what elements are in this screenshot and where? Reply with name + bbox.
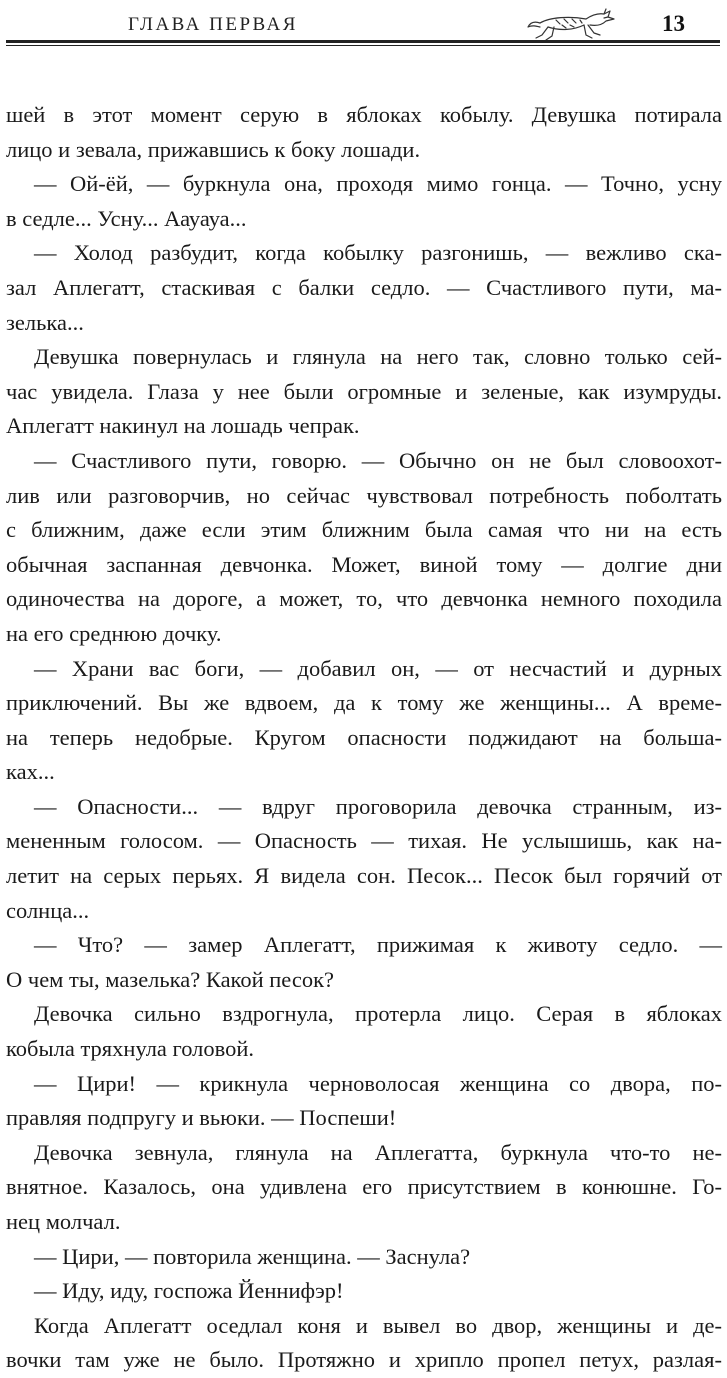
text-line: летит на серых перьях. Я видела сон. Песок... Песок был горячий от <box>6 863 722 889</box>
text-line: Когда Аплегатт оседлал коня и вывел во двор, женщины и де- <box>34 1312 722 1338</box>
text-line: — Счастливого пути, говорю. — Обычно он не был словоохот- <box>34 447 722 473</box>
text-line: на теперь недобрые. Кругом опасности поджидают на большa- <box>6 724 722 750</box>
text-line: нец молчал. <box>6 1209 121 1234</box>
text-line: — Иду, иду, госпожа Йеннифэр! <box>34 1278 344 1304</box>
text-line: Аплегатт накинул на лошадь чепрак. <box>6 413 360 439</box>
text-line: Девочка зевнула, глянула на Аплегатта, буркнула что-то не- <box>34 1139 722 1165</box>
header-rule <box>6 40 720 43</box>
text-line: — Цири! — крикнула черноволосая женщина со двора, по- <box>34 1070 722 1096</box>
text-line: лив или разговорчив, но сейчас чувствовал потребность поболтать <box>6 482 722 508</box>
text-line: внятное. Казалось, она удивлена его присутствием в конюшне. Го- <box>6 1174 722 1200</box>
header-rule-thin <box>6 45 720 46</box>
running-header <box>6 0 720 50</box>
text-line: — Цири, — повторила женщина. — Заснула? <box>34 1243 471 1269</box>
text-line: — Храни вас боги, — добавил он, — от несчастий и дурных <box>34 655 722 681</box>
wolf-emblem-icon <box>526 5 618 43</box>
text-line: зал Аплегатт, стаскивая с балки седло. — Счастливого пути, ма- <box>6 274 722 300</box>
text-line: ках... <box>6 759 55 785</box>
text-line: кобыла тряхнула головой. <box>6 1036 255 1062</box>
text-line: приключений. Вы же вдвоем, да к тому же женщины... А време- <box>6 690 722 716</box>
text-line: Девочка сильно вздрогнула, протерла лицо. Серая в яблоках <box>34 1001 722 1027</box>
text-line: мененным голосом. — Опасность — тихая. Не услышишь, как на- <box>6 828 722 854</box>
text-line: час увидела. Глаза у нее были огромные и зеленые, как изумруды. <box>6 378 722 404</box>
text-line: О чем ты, мазелька? Какой песок? <box>6 966 335 992</box>
text-line: — Холод разбудит, когда кобылку разгонишь, — вежливо ска- <box>34 240 722 266</box>
text-line: Девушка повернулась и глянула на него так, словно только сей- <box>34 344 722 370</box>
text-line: — Ой-ёй, — буркнула она, проходя мимо гонца. — Точно, усну <box>34 171 722 197</box>
chapter-title: ГЛАВА ПЕРВАЯ <box>128 14 298 35</box>
text-line: лицо и зевала, прижавшись к боку лошади. <box>6 136 421 162</box>
text-line: солнца... <box>6 897 90 923</box>
text-line: вочки там уже не было. Протяжно и хрипло пропел петух, разлая- <box>6 1347 722 1373</box>
text-line: зелька... <box>6 309 84 335</box>
text-line: — Опасности... — вдруг проговорила девочка странным, из- <box>34 793 722 819</box>
text-line: в седле... Усну... Аауауа... <box>6 205 247 231</box>
text-line: — Что? — замер Аплегатт, прижимая к животу седло. — <box>34 932 722 958</box>
text-line: правляя подпругу и вьюки. — Поспеши! <box>6 1105 397 1131</box>
text-line: с ближним, даже если этим ближним была самая что ни на есть <box>6 517 722 543</box>
text-line: шей в этот момент серую в яблоках кобылу. Девушка потирала <box>6 102 722 127</box>
text-line: на его среднюю дочку. <box>6 620 222 646</box>
body-text <box>6 98 722 1378</box>
page-number: 13 <box>662 11 685 36</box>
text-line: обычная заспанная девчонка. Может, виной тому — долгие дни <box>6 551 722 577</box>
text-line: одиночества на дороге, а может, то, что девчонка немного походила <box>6 586 722 612</box>
